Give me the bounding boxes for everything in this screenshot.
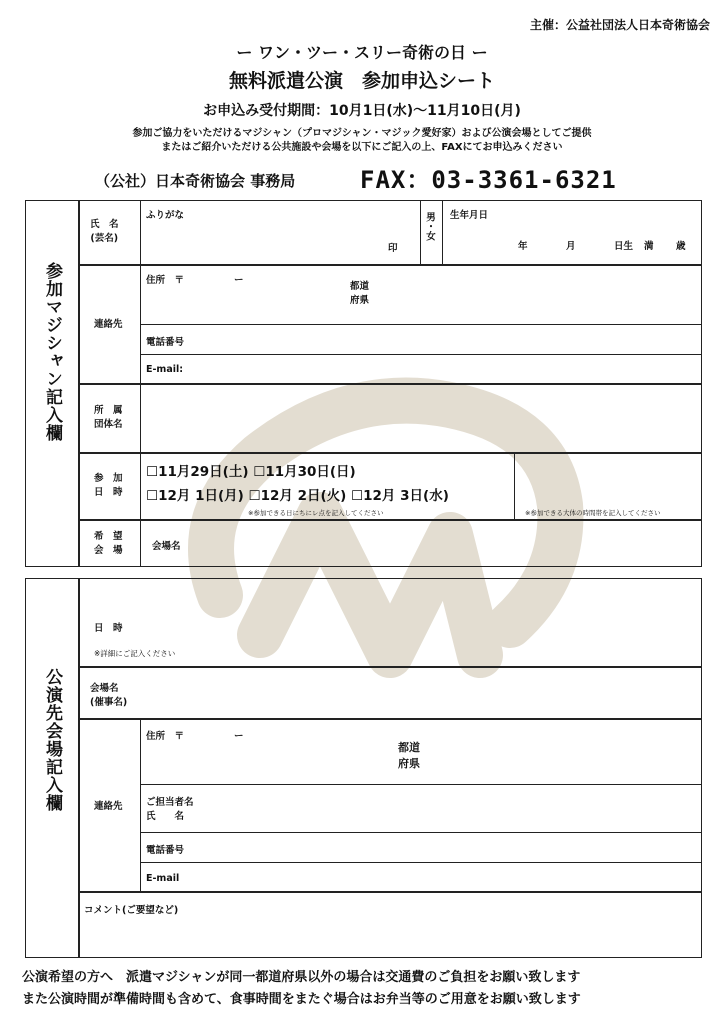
form-title: 無料派遣公演 参加申込シート (228, 70, 495, 92)
address-label: 住所 〒 (146, 275, 185, 286)
birth-month-label: 月 (566, 241, 576, 252)
venue-name-label: 会場名 (152, 541, 181, 552)
desired-venue-label: 希 望 会 場 (94, 531, 123, 556)
postal-dash: ー (234, 275, 244, 286)
venue-contact-label: 連絡先 (94, 801, 123, 812)
comment-label: コメント(ご要望など) (84, 905, 179, 916)
gender-label: 男・女 (424, 212, 435, 241)
event-title: ー ワン・ツー・スリー奇術の日 ー (236, 43, 488, 62)
venue-email-label: E-mail (146, 873, 180, 884)
venue-datetime-label: 日 時 (94, 623, 123, 634)
date-note: ※参加できる日にちにレ点を記入してください (248, 509, 384, 517)
birth-day-label: 日生 (614, 241, 634, 252)
venue-section-label: 公演先会場記入欄 (42, 668, 62, 812)
intro-line-1: 参加ご協力をいただけるマジシャン（プロマジシャン・マジック愛好家）および公演会場としてご提供 (132, 128, 592, 139)
venue-datetime-note: ※詳細にご記入ください (94, 649, 176, 658)
organization-label: 所 属 団体名 (94, 405, 123, 430)
fax-number: FAX：03-3361-6321 (360, 166, 617, 194)
phone-label: 電話番号 (146, 337, 185, 348)
venue-postal-dash: ー (234, 731, 244, 742)
venue-name-label: 会場名 (催事名) (90, 683, 128, 708)
email-label: E-mail: (146, 364, 184, 375)
venue-address-label: 住所 〒 (146, 731, 185, 742)
magician-section-label: 参加マジシャン記入欄 (42, 262, 62, 442)
application-period: お申込み受付期間：10月1日(水)～11月10日(月) (203, 103, 521, 119)
venue-person-label: ご担当者名 氏 名 (146, 797, 194, 822)
intro-text (0, 127, 724, 155)
date-options-row-1[interactable]: ☐11月29日(土) ☐11月30日(日) (146, 464, 356, 480)
seal-label: 印 (388, 243, 398, 254)
name-label: 氏 名 (芸名) (90, 219, 119, 244)
date-options-row-2[interactable]: ☐12月 1日(月) ☐12月 2日(火) ☐12月 3日(水) (146, 488, 449, 504)
furigana-label: ふりがな (146, 210, 185, 221)
participation-date-label: 参 加 日 時 (94, 473, 123, 498)
birthdate-label: 生年月日 (450, 210, 489, 221)
intro-line-2: またはご紹介いただける公共施設や会場を以下にご記入の上、FAXにてお申込みください (161, 142, 563, 153)
venue-phone-label: 電話番号 (146, 845, 185, 856)
contact-label: 連絡先 (94, 319, 123, 330)
footer-line-1: 公演希望の方へ 派遣マジシャンが同一都道府県以外の場合は交通費のご負担をお願い致します (22, 970, 581, 985)
venue-section (25, 578, 702, 958)
birth-year-label: 年 (518, 241, 528, 252)
venue-prefecture-label: 都道 府県 (398, 741, 420, 770)
age-full-label: 満 (644, 241, 654, 252)
footer-line-2: また公演時間が準備時間も含めて、食事時間をまたぐ場合はお弁当等のご用意をお願い致します (22, 992, 581, 1007)
age-label: 歳 (676, 241, 686, 252)
prefecture-label: 都道 府県 (350, 281, 370, 306)
office-name: （公社）日本奇術協会 事務局 (95, 172, 296, 190)
organizer-text: 主催：公益社団法人日本奇術協会 (529, 18, 710, 32)
time-note: ※参加できる大体の時間帯を記入してください (525, 509, 661, 517)
